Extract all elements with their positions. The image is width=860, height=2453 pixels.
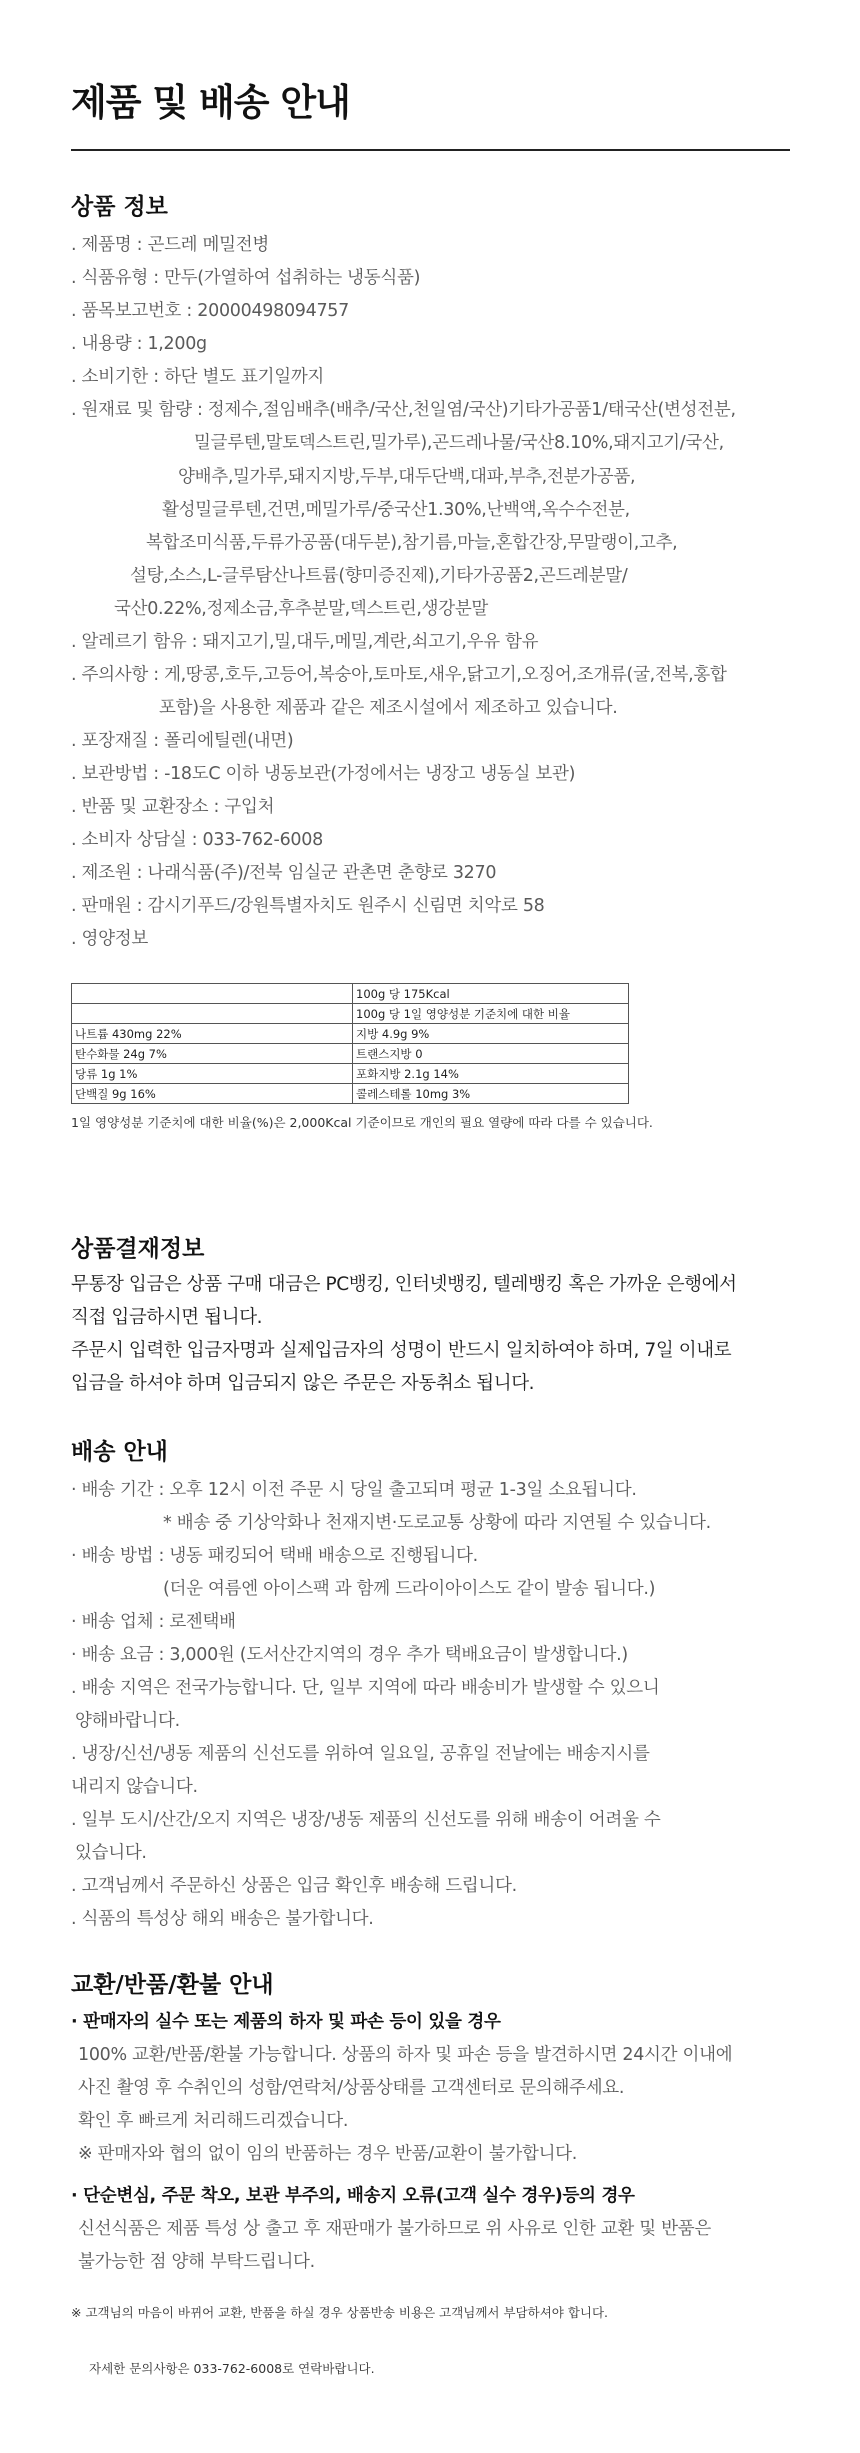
shipping-info-line: · 배송 방법 : 냉동 패킹되어 택배 배송으로 진행됩니다.: [71, 1546, 478, 1566]
shipping-info-line: 내리지 않습니다.: [71, 1777, 198, 1797]
returns-info-line: · 판매자의 실수 또는 제품의 하자 및 파손 등이 있을 경우: [71, 2012, 501, 2032]
product-info-line: . 품목보고번호 : 20000498094757: [71, 301, 349, 321]
product-info-line: . 식품유형 : 만두(가열하여 섭취하는 냉동식품): [71, 268, 421, 288]
payment-info-line: 입금을 하셔야 하며 입금되지 않은 주문은 자동취소 됩니다.: [71, 1373, 535, 1394]
table-row: [72, 1064, 629, 1084]
payment-info-line: 직접 입금하시면 됩니다.: [71, 1307, 263, 1328]
shipping-info-line: · 배송 기간 : 오후 12시 이전 주문 시 당일 출고되며 평균 1-3일 소요됩니다.: [71, 1480, 637, 1500]
shipping-info-line: . 배송 지역은 전국가능합니다. 단, 일부 지역에 따라 배송비가 발생할 수 있으니: [71, 1678, 660, 1698]
nutrition-cell: [72, 1004, 353, 1024]
shipping-info-title: 배송 안내: [71, 1439, 168, 1465]
title-divider: [71, 149, 790, 151]
nutrition-cell: 단백질 9g 16%: [72, 1084, 353, 1104]
nutrition-cell: [72, 984, 353, 1004]
nutrition-cell: 트랜스지방 0: [353, 1044, 629, 1064]
product-info-line: 활성밀글루텐,건면,메밀가루/중국산1.30%,난백액,옥수수전분,: [162, 500, 630, 520]
returns-info-line: 불가능한 점 양해 부탁드립니다.: [78, 2252, 315, 2272]
product-info-line: 양배추,밀가루,돼지지방,두부,대두단백,대파,부추,전분가공품,: [178, 467, 636, 487]
nutrition-cell: 100g 당 1일 영양성분 기준치에 대한 비율: [353, 1004, 629, 1024]
shipping-info-line: (더운 여름엔 아이스팩 과 함께 드라이아이스도 같이 발송 됩니다.): [163, 1579, 656, 1599]
product-info-line: 설탕,소스,L-글루탐산나트륨(향미증진제),기타가공품2,곤드레분말/: [130, 566, 628, 586]
returns-info-line: · 단순변심, 주문 착오, 보관 부주의, 배송지 오류(고객 실수 경우)등의 경우: [71, 2186, 635, 2206]
returns-info-line: 사진 촬영 후 수취인의 성함/연락처/상품상태를 고객센터로 문의해주세요.: [78, 2078, 625, 2098]
returns-note: ※ 고객님의 마음이 바뀌어 교환, 반품을 하실 경우 상품반송 비용은 고객님께서 부담하셔야 합니다.: [71, 2305, 609, 2320]
nutrition-cell: 탄수화물 24g 7%: [72, 1044, 353, 1064]
product-info-line: . 판매원 : 감시기푸드/강원특별자치도 원주시 신림면 치악로 58: [71, 896, 545, 916]
nutrition-table: [71, 983, 629, 1104]
shipping-info-line: 있습니다.: [75, 1843, 147, 1863]
shipping-info-line: . 고객님께서 주문하신 상품은 입금 확인후 배송해 드립니다.: [71, 1876, 517, 1896]
returns-info-line: 신선식품은 제품 특성 상 출고 후 재판매가 불가하므로 위 사유로 인한 교환 및 반품은: [78, 2219, 711, 2239]
product-info-line: . 제조원 : 나래식품(주)/전북 임실군 관촌면 춘향로 3270: [71, 863, 497, 883]
product-info-line: . 내용량 : 1,200g: [71, 334, 207, 354]
product-info-line: . 소비기한 : 하단 별도 표기일까지: [71, 367, 325, 387]
contact-note: 자세한 문의사항은 033-762-6008로 연락바랍니다.: [89, 2361, 375, 2376]
nutrition-cell: 나트륨 430mg 22%: [72, 1024, 353, 1044]
table-row: [72, 1044, 629, 1064]
shipping-info-line: · 배송 업체 : 로젠택배: [71, 1612, 236, 1632]
returns-info-title: 교환/반품/환불 안내: [71, 1972, 274, 1998]
product-info-line: . 포장재질 : 폴리에틸렌(내면): [71, 731, 294, 751]
product-info-line: . 소비자 상담실 : 033-762-6008: [71, 830, 323, 850]
shipping-info-line: . 냉장/신선/냉동 제품의 신선도를 위하여 일요일, 공휴일 전날에는 배송지시를: [71, 1744, 650, 1764]
shipping-info-line: . 일부 도시/산간/오지 지역은 냉장/냉동 제품의 신선도를 위해 배송이 어려울 수: [71, 1810, 661, 1830]
product-info-line: . 주의사항 : 게,땅콩,호두,고등어,복숭아,토마토,새우,닭고기,오징어,조개류(굴,전복,홍합: [71, 665, 727, 685]
product-info-line: . 제품명 : 곤드레 메밀전병: [71, 235, 269, 255]
returns-info-line: 확인 후 빠르게 처리해드리겠습니다.: [78, 2111, 349, 2131]
table-row: [72, 1084, 629, 1104]
payment-info-line: 주문시 입력한 입금자명과 실제입금자의 성명이 반드시 일치하여야 하며, 7일 이내로: [71, 1340, 732, 1361]
nutrition-cell: 당류 1g 1%: [72, 1064, 353, 1084]
shipping-info-line: 양해바랍니다.: [75, 1711, 180, 1731]
payment-info-title: 상품결재정보: [71, 1236, 205, 1262]
product-info-line: 국산0.22%,정제소금,후추분말,덱스트린,생강분말: [114, 599, 489, 619]
nutrition-cell: 콜레스테롤 10mg 3%: [353, 1084, 629, 1104]
returns-info-line: 100% 교환/반품/환불 가능합니다. 상품의 하자 및 파손 등을 발견하시면 24시간 이내에: [78, 2045, 733, 2065]
product-info-line: . 반품 및 교환장소 : 구입처: [71, 797, 275, 817]
product-info-line: . 영양정보: [71, 929, 148, 949]
product-info-title: 상품 정보: [71, 194, 168, 220]
shipping-info-line: . 식품의 특성상 해외 배송은 불가합니다.: [71, 1909, 374, 1929]
table-row: [72, 984, 629, 1004]
product-info-line: 밀글루텐,말토덱스트린,밀가루),곤드레나물/국산8.10%,돼지고기/국산,: [194, 433, 724, 453]
product-info-line: . 알레르기 함유 : 돼지고기,밀,대두,메밀,계란,쇠고기,우유 함유: [71, 632, 539, 652]
page-title: 제품 및 배송 안내: [71, 81, 350, 124]
product-info-line: . 원재료 및 함량 : 정제수,절임배추(배추/국산,천일염/국산)기타가공품1/태국산(변성전분,: [71, 400, 736, 420]
table-row: [72, 1024, 629, 1044]
payment-info-line: 무통장 입금은 상품 구매 대금은 PC뱅킹, 인터넷뱅킹, 텔레뱅킹 혹은 가까운 은행에서: [71, 1274, 737, 1295]
shipping-info-line: · 배송 요금 : 3,000원 (도서산간지역의 경우 추가 택배요금이 발생합니다.): [71, 1645, 628, 1665]
shipping-info-line: * 배송 중 기상악화나 천재지변·도로교통 상황에 따라 지연될 수 있습니다.: [163, 1513, 711, 1533]
nutrition-cell: 100g 당 175Kcal: [353, 984, 629, 1004]
product-info-line: . 보관방법 : -18도C 이하 냉동보관(가정에서는 냉장고 냉동실 보관): [71, 764, 576, 784]
nutrition-cell: 지방 4.9g 9%: [353, 1024, 629, 1044]
returns-info-line: ※ 판매자와 협의 없이 임의 반품하는 경우 반품/교환이 불가합니다.: [78, 2144, 578, 2164]
product-info-line: 복합조미식품,두류가공품(대두분),참기름,마늘,혼합간장,무말랭이,고추,: [146, 533, 678, 553]
product-info-line: 포함)을 사용한 제품과 같은 제조시설에서 제조하고 있습니다.: [159, 698, 618, 718]
table-row: [72, 1004, 629, 1024]
nutrition-cell: 포화지방 2.1g 14%: [353, 1064, 629, 1084]
nutrition-footnote: 1일 영양성분 기준치에 대한 비율(%)은 2,000Kcal 기준이므로 개인의 필요 열량에 따라 다를 수 있습니다.: [71, 1115, 653, 1130]
